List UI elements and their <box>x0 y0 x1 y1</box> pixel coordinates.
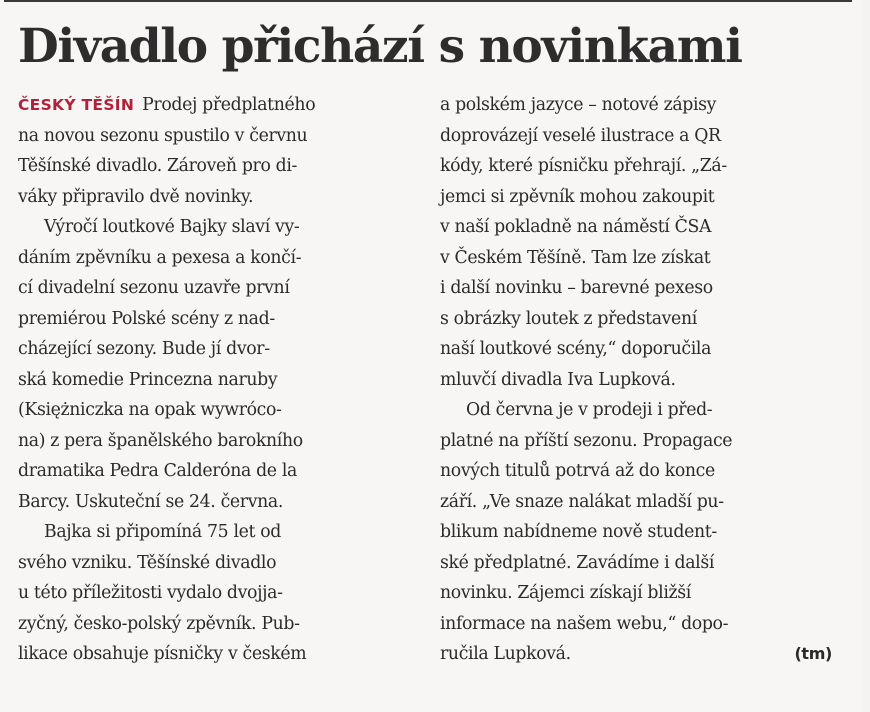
text-line: premiérou Polské scény z nad- <box>18 308 275 329</box>
text-line: v naší pokladně na náměstí ČSA <box>440 217 712 237</box>
column-right <box>440 90 832 670</box>
text-line: jemci si zpěvník mohou zakoupit <box>440 186 715 207</box>
text-line: nových titulů potrvá až do konce <box>440 461 715 481</box>
column-left <box>18 90 406 670</box>
top-rule <box>4 0 852 2</box>
text-line: informace na našem webu,“ dopo- <box>440 613 729 634</box>
text-line: blikum nabídneme nově student- <box>440 522 717 542</box>
author-initials: (tm) <box>794 644 832 663</box>
text-line: zyčný, česko-polský zpěvník. Pub- <box>18 613 300 634</box>
text-line <box>18 90 406 121</box>
text-line: u této příležitosti vydalo dvojja- <box>18 583 283 603</box>
text-line: na novou sezonu spustilo v červnu <box>18 125 308 146</box>
text-line: dáním zpěvníku a pexesa a končí- <box>18 247 302 268</box>
text-line: váky připravilo dvě novinky. <box>18 186 254 207</box>
text-line: s obrázky loutek z představení <box>440 308 697 329</box>
dateline: ČESKÝ TĚŠÍN <box>18 96 135 114</box>
text-line: září. „Ve snaze nalákat mladší pu- <box>440 491 724 512</box>
text-line <box>440 639 832 670</box>
text-line: Barcy. Uskuteční se 24. června. <box>18 491 283 512</box>
text-line: svého vzniku. Těšínské divadlo <box>18 552 277 573</box>
text-line: Výročí loutkové Bajky slaví vy- <box>44 217 300 237</box>
text-line: Těšínské divadlo. Zároveň pro di- <box>18 156 298 176</box>
text-line: na) z pera španělského barokního <box>18 430 303 451</box>
text-line: likace obsahuje písničky v českém <box>18 644 307 664</box>
text-line: i další novinku – barevné pexeso <box>440 278 713 298</box>
text-line: doprovázejí veselé ilustrace a QR <box>440 125 721 146</box>
headline: Divadlo přichází s novinkami <box>18 19 742 74</box>
text-line: Od června je v prodeji i před- <box>466 400 713 420</box>
text-line-content: Prodej předplatného <box>142 95 316 115</box>
text-line: cí divadelní sezonu uzavře první <box>18 278 290 298</box>
text-line: kódy, které písničku přehrají. „Zá- <box>440 156 727 176</box>
text-line: a polském jazyce – notové zápisy <box>440 95 717 115</box>
text-line: (Księżniczka na opak wywróco- <box>18 400 282 420</box>
text-line: naší loutkové scény,“ doporučila <box>440 339 712 359</box>
text-line: ské předplatné. Zavádíme i další <box>440 552 715 573</box>
text-line: Bajka si připomíná 75 let od <box>44 522 282 542</box>
text-line: platné na příští sezonu. Propagace <box>440 430 733 451</box>
text-line: mluvčí divadla Iva Lupková. <box>440 369 676 390</box>
text-line: dramatika Pedra Calderóna de la <box>18 461 297 481</box>
text-line: cházející sezony. Bude jí dvor- <box>18 339 270 359</box>
text-line: ská komedie Princezna naruby <box>18 369 278 390</box>
text-line: novinku. Zájemci získají bližší <box>440 583 691 603</box>
text-line: v Českém Těšíně. Tam lze získat <box>440 247 711 268</box>
text-line-content: ručila Lupková. <box>440 644 571 664</box>
